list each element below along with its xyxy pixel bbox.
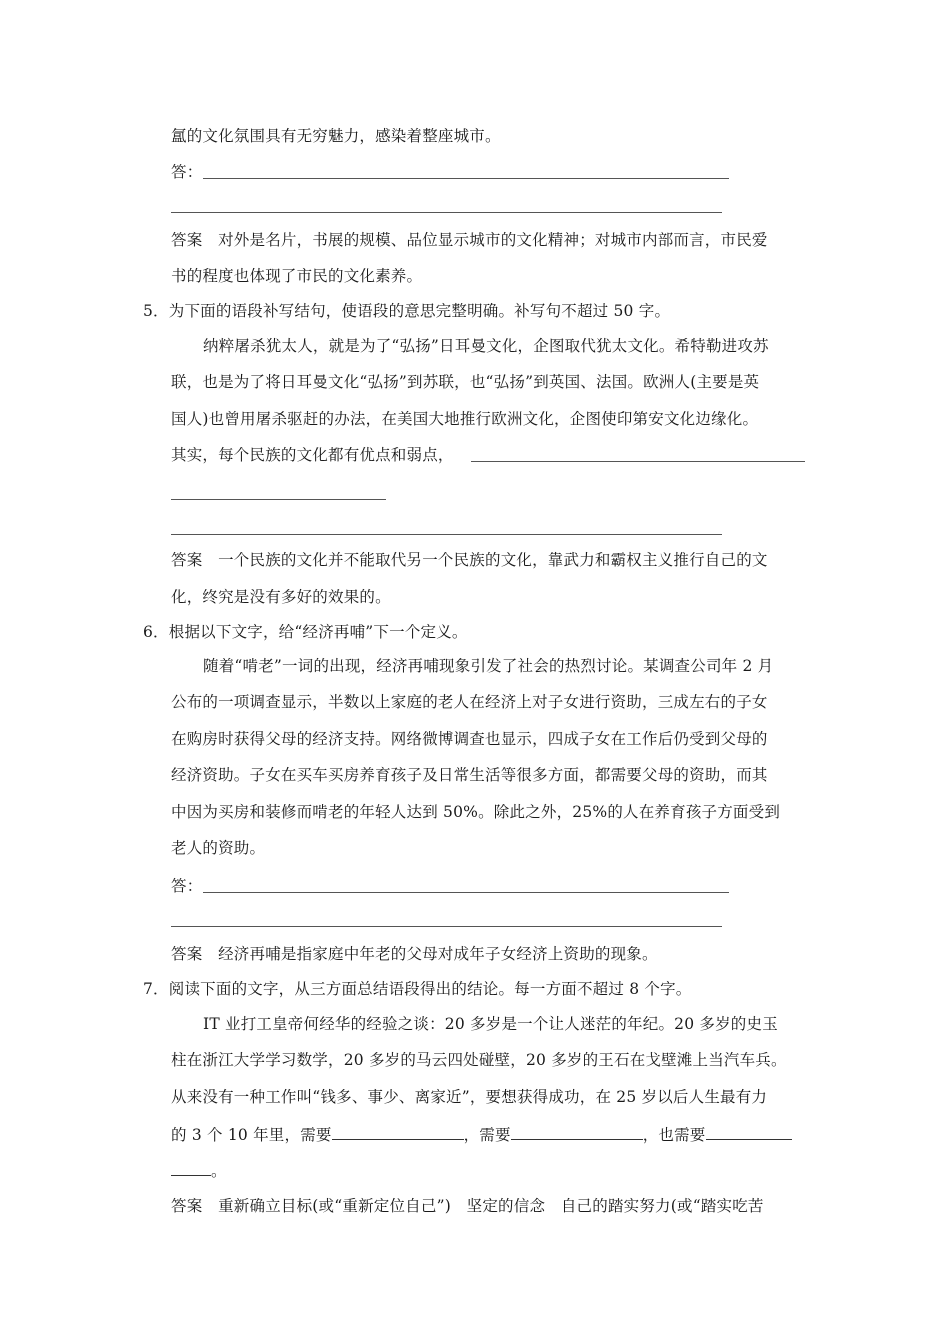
answer-line bbox=[171, 534, 722, 535]
answer-key-text: 书的程度也体现了市民的文化素养。 bbox=[171, 267, 423, 285]
question-7 bbox=[143, 979, 691, 999]
answer-line bbox=[171, 499, 386, 500]
answer-key-text: 重新确立目标(或“重新定位自己”) 坚定的信念 自己的踏实努力(或“踏实吃苦 bbox=[218, 1197, 764, 1215]
answer-key-text: 经济再哺是指家庭中年老的父母对成年子女经济上资助的现象。 bbox=[218, 945, 658, 963]
q4-tail: 氲的文化氛围具有无穷魅力，感染着整座城市。 bbox=[171, 127, 501, 145]
passage-text: ，需要 bbox=[463, 1126, 511, 1144]
passage-line: 柱在浙江大学学习数学，20 多岁的马云四处碰壁，20 多岁的王石在戈壁滩上当汽车兵。 bbox=[171, 1051, 787, 1069]
passage-text: 。 bbox=[211, 1162, 227, 1180]
answer-key-label: 答案 bbox=[171, 945, 203, 963]
question-stem: 根据以下文字，给“经济再哺”下一个定义。 bbox=[168, 623, 468, 641]
passage-line: 纳粹屠杀犹太人，就是为了“弘扬”日耳曼文化，企图取代犹太文化。希特勒进攻苏 bbox=[203, 337, 769, 355]
passage-line: 中因为买房和装修而啃老的年轻人达到 50%。除此之外，25%的人在养育孩子方面受到 bbox=[171, 803, 781, 821]
answer-key-label: 答案 bbox=[171, 551, 203, 569]
question-number: 6． bbox=[143, 623, 169, 641]
answer-key-text: 对外是名片，书展的规模、品位显示城市的文化精神；对城市内部而言，市民爱 bbox=[218, 231, 768, 249]
answer-line bbox=[171, 212, 722, 213]
fill-blank-3-cont bbox=[171, 1160, 211, 1176]
answer-key bbox=[171, 550, 768, 570]
passage-line: 在购房时获得父母的经济支持。网络微博调查也显示，四成子女在工作后仍受到父母的 bbox=[171, 730, 768, 748]
question-number: 7． bbox=[143, 980, 169, 998]
answer-key-label: 答案 bbox=[171, 231, 203, 249]
fill-blank-1 bbox=[332, 1124, 464, 1140]
question-number: 5． bbox=[143, 302, 169, 320]
question-6 bbox=[143, 622, 468, 642]
answer-key bbox=[171, 1196, 764, 1216]
question-stem: 阅读下面的文字，从三方面总结语段得出的结论。每一方面不超过 8 个字。 bbox=[168, 980, 692, 998]
passage-line: IT 业打工皇帝何经华的经验之谈：20 多岁是一个让人迷茫的年纪。20 多岁的史玉 bbox=[203, 1015, 778, 1033]
passage-line: 公布的一项调查显示，半数以上家庭的老人在经济上对子女进行资助，三成左右的子女 bbox=[171, 693, 768, 711]
answer-line bbox=[171, 926, 722, 927]
fill-blank-3 bbox=[706, 1124, 792, 1140]
answer-line bbox=[203, 178, 729, 179]
passage-text: 的 3 个 10 年里，需要 bbox=[171, 1126, 332, 1144]
passage-text: ，也需要 bbox=[642, 1126, 706, 1144]
fill-blank-2 bbox=[511, 1124, 643, 1140]
question-5 bbox=[143, 301, 670, 321]
answer-key-text: 一个民族的文化并不能取代另一个民族的文化，靠武力和霸权主义推行自己的文 bbox=[218, 551, 768, 569]
passage-line: 其实，每个民族的文化都有优点和弱点， bbox=[171, 446, 454, 464]
passage-line: 老人的资助。 bbox=[171, 839, 266, 857]
answer-key bbox=[171, 944, 658, 964]
passage-line-with-blanks bbox=[171, 1124, 792, 1145]
answer-line bbox=[471, 461, 805, 462]
passage-line: 国人)也曾用屠杀驱赶的办法，在美国大地推行欧洲文化，企图使印第安文化边缘化。 bbox=[171, 410, 759, 428]
answer-key bbox=[171, 230, 768, 250]
passage-line: 联，也是为了将日耳曼文化“弘扬”到苏联，也“弘扬”到英国、法国。欧洲人(主要是英 bbox=[171, 373, 760, 391]
answer-prompt: 答： bbox=[171, 163, 203, 181]
question-stem: 为下面的语段补写结句，使语段的意思完整明确。补写句不超过 50 字。 bbox=[168, 302, 671, 320]
answer-key-text: 化，终究是没有多好的效果的。 bbox=[171, 588, 391, 606]
answer-line bbox=[203, 892, 729, 893]
passage-line-with-blanks bbox=[171, 1160, 227, 1181]
passage-line: 经济资助。子女在买车买房养育孩子及日常生活等很多方面，都需要父母的资助，而其 bbox=[171, 766, 768, 784]
passage-line: 从来没有一种工作叫“钱多、事少、离家近”，要想获得成功，在 25 岁以后人生最有力 bbox=[171, 1088, 768, 1106]
passage-line: 随着“啃老”一词的出现，经济再哺现象引发了社会的热烈讨论。某调查公司年 2 月 bbox=[203, 657, 774, 675]
answer-prompt: 答： bbox=[171, 877, 203, 895]
answer-key-label: 答案 bbox=[171, 1197, 203, 1215]
